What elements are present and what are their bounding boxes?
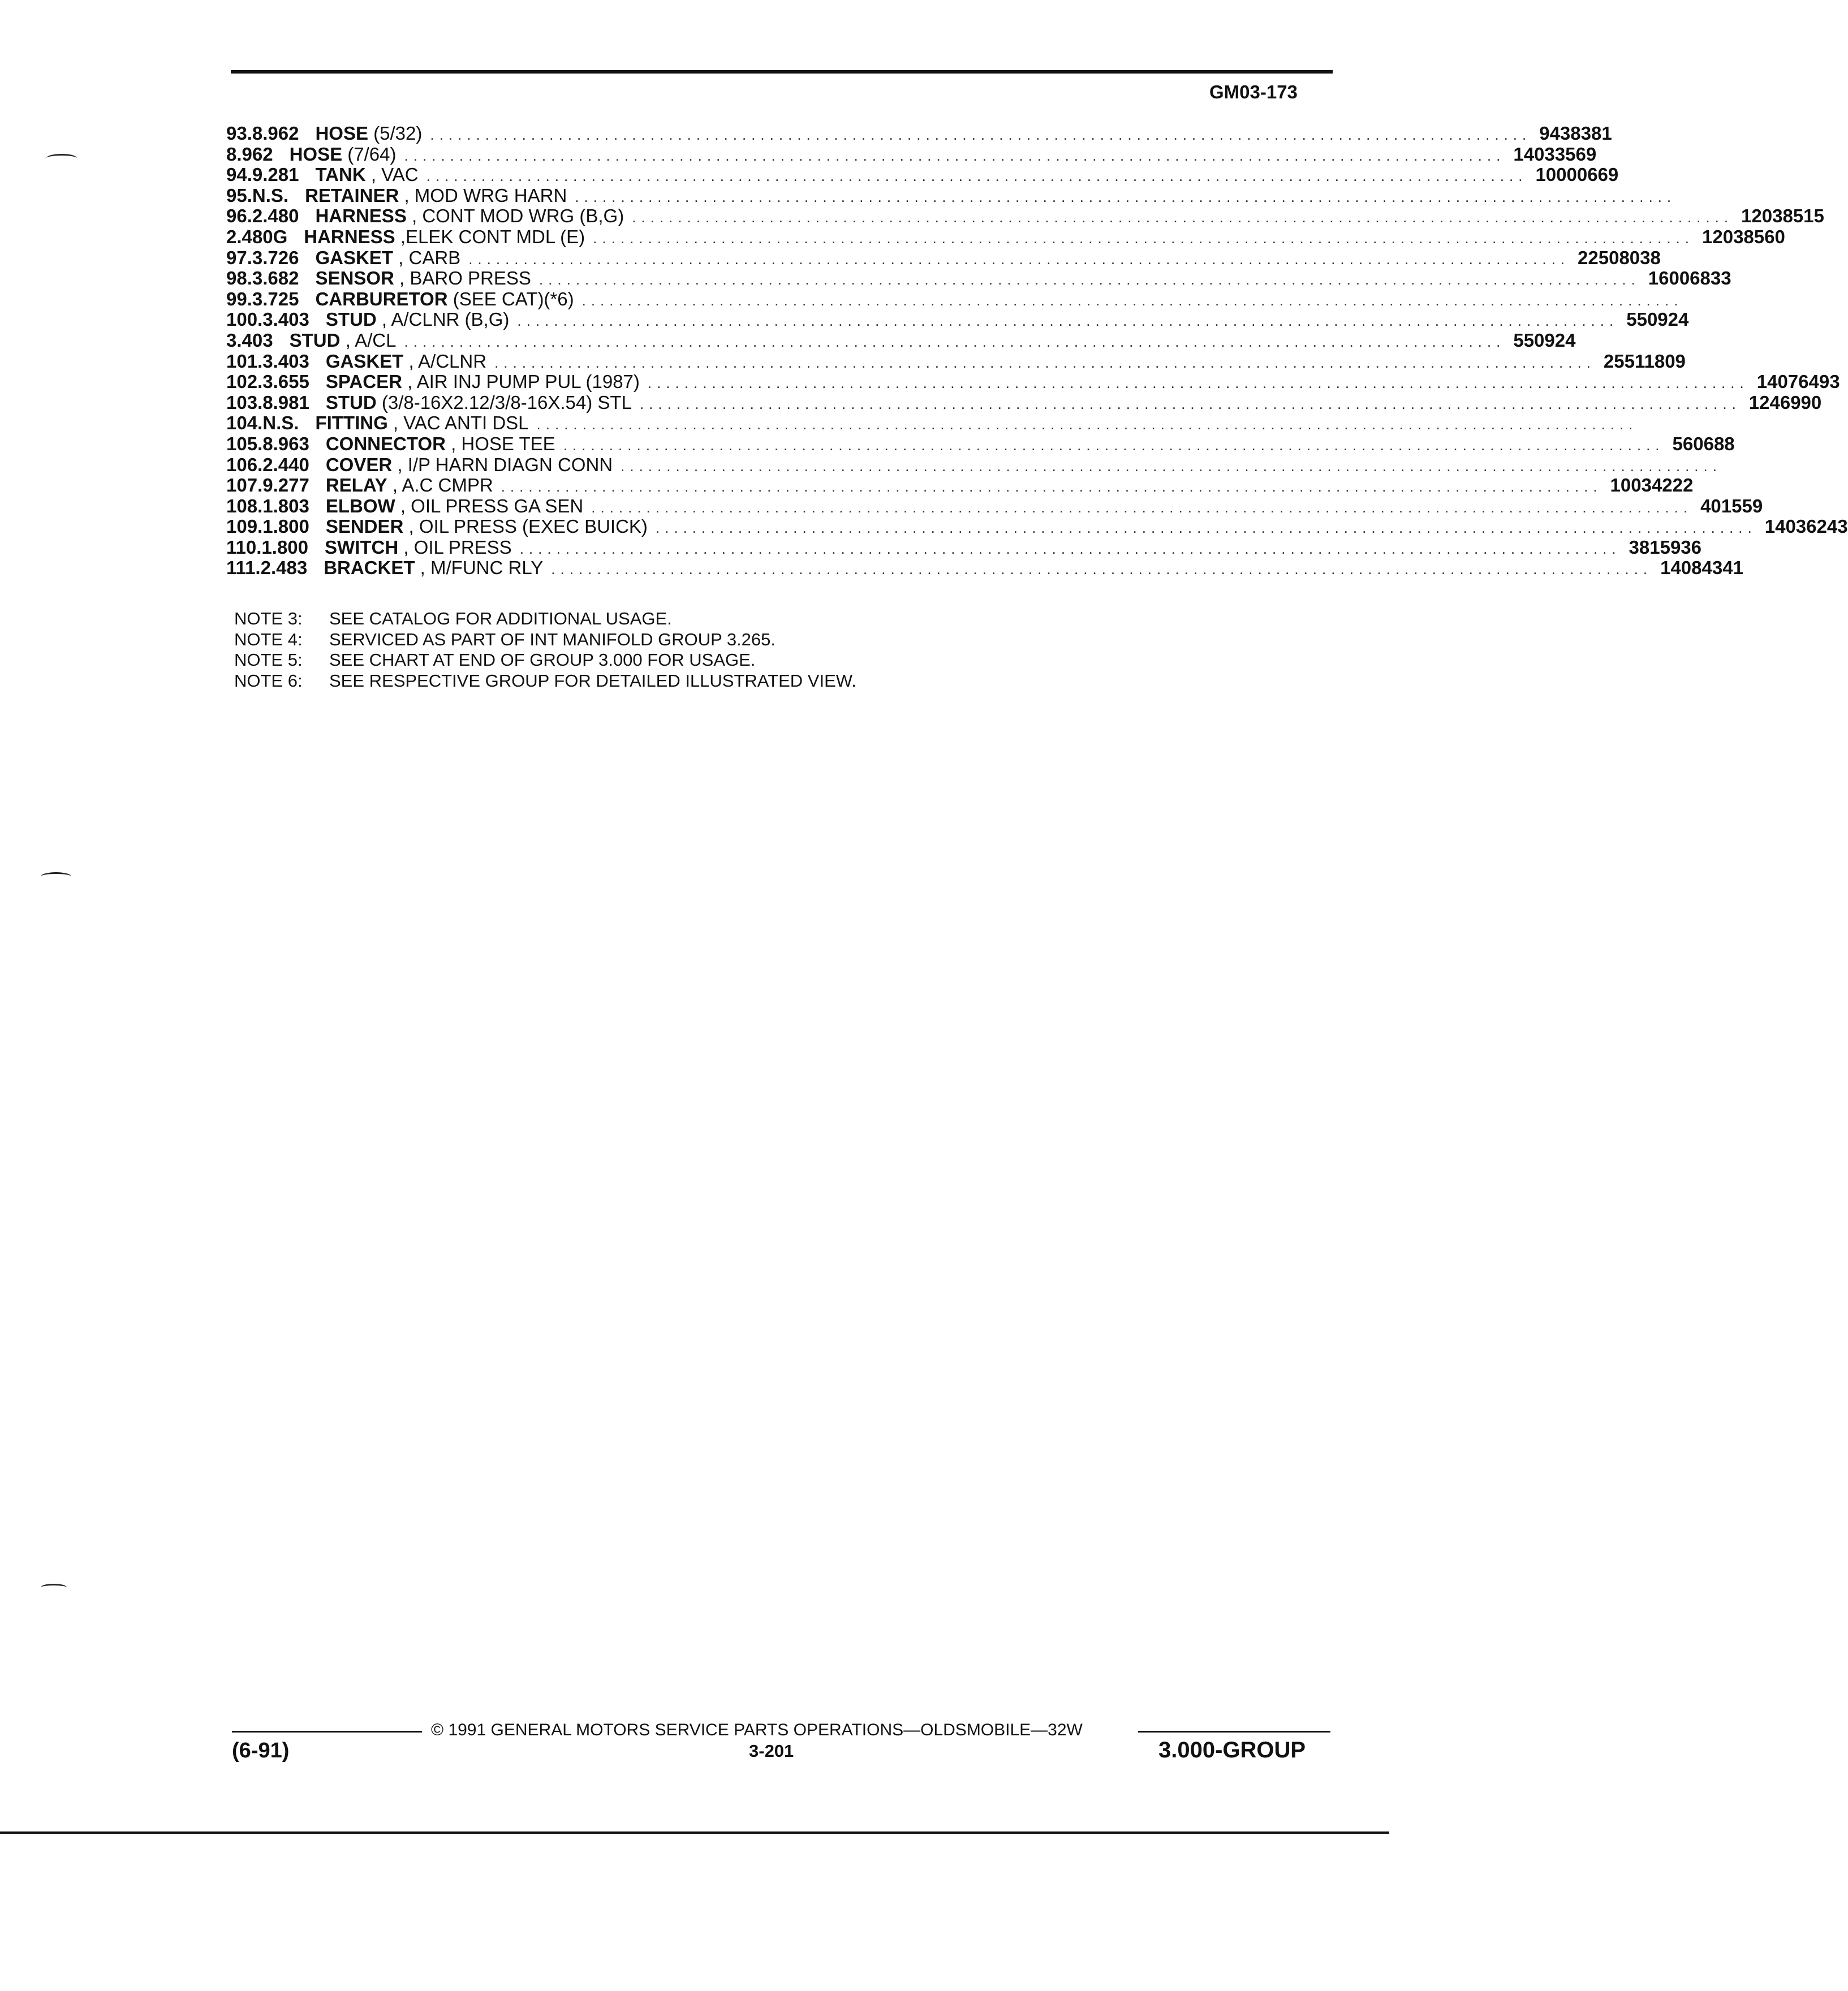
- part-name: CARBURETOR: [315, 288, 448, 309]
- parts-row: [226, 309, 1689, 330]
- parts-list: [226, 123, 1848, 579]
- part-number: 16006833: [1648, 268, 1731, 289]
- leader-dots: ........................................................................................................................: [591, 498, 1693, 516]
- part-detail: , VAC: [365, 164, 419, 186]
- leader-dots: ........................................................................................................................: [404, 333, 1506, 350]
- parts-row: [226, 536, 1702, 558]
- part-detail: (7/64): [342, 143, 397, 165]
- copyright-text: © 1991 GENERAL MOTORS SERVICE PARTS OPERATIONS—OLDSMOBILE—32W: [431, 1721, 1083, 1739]
- leader-dots: ........................................................................................................................: [581, 291, 1683, 309]
- parts-row: [226, 433, 1735, 455]
- group-number: 2.480G: [226, 226, 288, 247]
- group-number: 3.725: [252, 288, 299, 309]
- group-number: 9.277: [262, 475, 309, 496]
- figure-number: 101.: [226, 350, 263, 372]
- part-detail: , OIL PRESS GA SEN: [395, 495, 584, 516]
- part-detail: , OIL PRESS (EXEC BUICK): [403, 516, 648, 537]
- group-number: 8.962: [252, 123, 299, 144]
- figure-number: 103.: [226, 391, 263, 413]
- parts-row: [226, 205, 1824, 227]
- parts-row: [226, 557, 1743, 579]
- leader-dots: ........................................................................................................................: [494, 354, 1596, 371]
- part-description: [290, 144, 397, 165]
- group-number: 3.682: [252, 268, 299, 289]
- part-number: 14036243: [1764, 516, 1848, 537]
- margin-mark: [46, 154, 77, 162]
- figure-number: 111.: [226, 557, 261, 579]
- part-description: [326, 496, 583, 517]
- figure-number: 99.: [226, 288, 252, 309]
- part-description: [326, 309, 510, 330]
- part-detail: , M/FUNC RLY: [415, 557, 544, 579]
- part-number: 10000669: [1535, 164, 1619, 186]
- part-description: [315, 165, 418, 186]
- group-number: 8.981: [262, 391, 309, 413]
- margin-mark: [41, 872, 71, 881]
- part-name: RETAINER: [305, 184, 399, 206]
- part-name: SPACER: [325, 371, 402, 393]
- part-name: SENSOR: [315, 268, 394, 289]
- group-number: 2.483: [260, 557, 308, 579]
- part-description: [290, 330, 397, 351]
- figure-number: 94.: [226, 164, 252, 186]
- part-detail: , AIR INJ PUMP PUL (1987): [402, 371, 640, 393]
- note-label: NOTE 6:: [234, 670, 303, 691]
- note-label: NOTE 5:: [234, 650, 303, 670]
- part-description: [315, 248, 460, 269]
- leader-dots: ........................................................................................................................: [501, 478, 1603, 495]
- leader-dots: ........................................................................................................................: [551, 561, 1653, 578]
- part-description: [315, 123, 422, 144]
- figure-number: 110.: [226, 536, 262, 558]
- part-description: [324, 558, 543, 579]
- group-number: 8.962: [226, 143, 273, 165]
- parts-row: [226, 143, 1597, 165]
- part-number: 550924: [1513, 329, 1576, 351]
- leader-dots: ........................................................................................................................: [593, 229, 1695, 247]
- group-label: 3.000-GROUP: [1158, 1738, 1306, 1762]
- parts-row: [226, 329, 1576, 351]
- part-number: 14084341: [1660, 557, 1743, 579]
- part-description: [304, 227, 585, 248]
- parts-row: [226, 226, 1785, 248]
- figure-number: 97.: [226, 247, 252, 268]
- part-number: 401559: [1700, 495, 1763, 516]
- group-number: 9.281: [252, 164, 299, 186]
- part-description: [315, 206, 624, 227]
- part-number: 10034222: [1610, 475, 1694, 496]
- part-description: [315, 268, 531, 289]
- group-number: 3.403: [262, 309, 309, 330]
- part-description: [326, 434, 555, 455]
- margin-mark: [41, 1584, 67, 1591]
- part-name: SWITCH: [325, 536, 399, 558]
- leader-dots: ........................................................................................................................: [426, 167, 1528, 185]
- leader-dots: ........................................................................................................................: [519, 540, 1621, 557]
- part-name: RELAY: [325, 475, 387, 496]
- parts-row: [226, 475, 1694, 496]
- group-number: 2.440: [262, 454, 309, 475]
- parts-row: [226, 495, 1763, 517]
- part-name: GASKET: [315, 247, 393, 268]
- group-number: 1.800: [262, 516, 309, 537]
- footer-rule-right: [1138, 1731, 1330, 1733]
- parts-row: [226, 184, 1677, 206]
- figure-number: 96.: [226, 205, 252, 227]
- part-detail: (3/8-16X2.12/3/8-16X.54) STL: [376, 391, 632, 413]
- part-name: COVER: [325, 454, 393, 475]
- figure-number: 100.: [226, 309, 263, 330]
- part-description: [326, 516, 648, 537]
- part-name: SENDER: [325, 516, 404, 537]
- note-text: SERVICED AS PART OF INT MANIFOLD GROUP 3.265.: [329, 629, 776, 649]
- figure-number: 93.: [226, 123, 252, 144]
- figure-number: 105.: [226, 433, 263, 454]
- group-number: N.S.: [262, 412, 299, 434]
- figure-number: 104.: [226, 412, 263, 434]
- leader-dots: ........................................................................................................................: [563, 436, 1665, 454]
- part-detail: , CARB: [393, 247, 461, 268]
- note-text: SEE RESPECTIVE GROUP FOR DETAILED ILLUSTRATED VIEW.: [329, 670, 856, 691]
- part-description: [326, 393, 632, 413]
- part-name: BRACKET: [324, 557, 415, 579]
- part-detail: , MOD WRG HARN: [399, 184, 567, 206]
- part-number: 9438381: [1539, 123, 1612, 144]
- part-detail: , I/P HARN DIAGN CONN: [392, 454, 613, 475]
- parts-row: [226, 516, 1848, 537]
- note: [234, 650, 856, 671]
- parts-row: [226, 123, 1612, 144]
- figure-number: 98.: [226, 268, 252, 289]
- note: [234, 671, 856, 692]
- part-number: 1246990: [1748, 391, 1822, 413]
- part-number: 14076493: [1756, 371, 1840, 393]
- part-name: HARNESS: [304, 226, 395, 247]
- part-detail: , BARO PRESS: [394, 268, 531, 289]
- parts-row: [226, 288, 1683, 310]
- group-number: 3.403: [262, 350, 309, 372]
- group-number: N.S.: [252, 184, 289, 206]
- leader-dots: ........................................................................................................................: [404, 146, 1506, 164]
- figure-number: 108.: [226, 495, 263, 516]
- figure-number: 107.: [226, 475, 263, 496]
- part-name: TANK: [315, 164, 366, 186]
- leader-dots: ........................................................................................................................: [647, 374, 1749, 392]
- leader-dots: ........................................................................................................................: [536, 416, 1638, 433]
- note-text: SEE CHART AT END OF GROUP 3.000 FOR USAGE.: [329, 650, 756, 670]
- parts-row: [226, 247, 1661, 269]
- page-code: GM03-173: [1209, 81, 1298, 102]
- part-number: 14033569: [1513, 143, 1597, 165]
- part-number: 12038560: [1702, 226, 1785, 247]
- group-number: 2.480: [252, 205, 299, 227]
- parts-row: [226, 268, 1731, 289]
- part-description: [326, 455, 613, 476]
- bottom-rule: [0, 1831, 1389, 1834]
- part-description: [326, 351, 486, 372]
- revision-date: (6-91): [232, 1739, 290, 1762]
- figure-number: 95.: [226, 184, 252, 206]
- note-label: NOTE 3:: [234, 609, 303, 628]
- part-description: [326, 475, 493, 496]
- notes-list: [234, 609, 856, 691]
- parts-row: [226, 454, 1722, 476]
- part-name: ELBOW: [325, 495, 395, 516]
- group-number: 1.803: [262, 495, 309, 516]
- group-number: 3.403: [226, 329, 273, 351]
- leader-dots: ........................................................................................................................: [621, 457, 1722, 475]
- part-detail: , CONT MOD WRG (B,G): [406, 205, 624, 227]
- group-number: 8.963: [262, 433, 309, 454]
- parts-row: [226, 412, 1638, 434]
- part-description: [326, 372, 640, 393]
- parts-row: [226, 164, 1619, 186]
- part-name: HOSE: [289, 143, 343, 165]
- header-rule: [231, 70, 1333, 74]
- note-label: NOTE 4:: [234, 629, 303, 649]
- part-name: STUD: [325, 391, 377, 413]
- part-detail: , A/CL: [340, 329, 397, 351]
- group-number: 1.800: [261, 536, 309, 558]
- part-number: 3815936: [1629, 536, 1702, 558]
- part-description: [325, 537, 512, 558]
- leader-dots: ........................................................................................................................: [430, 126, 1532, 143]
- leader-dots: ........................................................................................................................: [632, 209, 1734, 226]
- part-detail: ,ELEK CONT MDL (E): [395, 226, 585, 247]
- footer-rule-left: [232, 1731, 422, 1733]
- note-text: SEE CATALOG FOR ADDITIONAL USAGE.: [329, 609, 672, 628]
- leader-dots: ........................................................................................................................: [468, 250, 1570, 268]
- part-number: 12038515: [1741, 205, 1824, 227]
- note: [234, 630, 856, 650]
- parts-row: [226, 391, 1822, 413]
- parts-row: [226, 371, 1840, 393]
- note: [234, 609, 856, 630]
- figure-number: 106.: [226, 454, 263, 475]
- leader-dots: ........................................................................................................................: [639, 395, 1741, 412]
- part-name: GASKET: [325, 350, 404, 372]
- part-name: FITTING: [315, 412, 388, 434]
- part-number: 25511809: [1603, 350, 1686, 372]
- part-name: HOSE: [315, 123, 368, 144]
- group-number: 3.655: [262, 371, 309, 393]
- part-number: 550924: [1626, 309, 1689, 330]
- part-description: [305, 186, 567, 206]
- part-detail: , VAC ANTI DSL: [387, 412, 529, 434]
- part-number: 560688: [1672, 433, 1735, 454]
- part-name: STUD: [289, 329, 341, 351]
- leader-dots: ........................................................................................................................: [575, 188, 1677, 205]
- part-name: STUD: [325, 309, 377, 330]
- part-detail: , A.C CMPR: [387, 475, 493, 496]
- part-name: CONNECTOR: [325, 433, 446, 454]
- part-detail: (5/32): [368, 123, 423, 144]
- part-number: 22508038: [1578, 247, 1661, 268]
- part-detail: , A/CLNR: [403, 350, 487, 372]
- figure-number: 109.: [226, 516, 263, 537]
- leader-dots: ........................................................................................................................: [539, 271, 1640, 288]
- page-number: 3-201: [749, 1741, 794, 1761]
- part-description: [315, 413, 528, 434]
- part-detail: , HOSE TEE: [445, 433, 555, 454]
- parts-row: [226, 350, 1686, 372]
- leader-dots: ........................................................................................................................: [655, 519, 1757, 537]
- part-detail: , OIL PRESS: [398, 536, 512, 558]
- part-description: [315, 289, 574, 310]
- leader-dots: ........................................................................................................................: [517, 312, 1619, 330]
- part-detail: (SEE CAT)(*6): [447, 288, 574, 309]
- group-number: 3.726: [252, 247, 299, 268]
- figure-number: 102.: [226, 371, 263, 393]
- part-name: HARNESS: [315, 205, 407, 227]
- part-detail: , A/CLNR (B,G): [376, 309, 510, 330]
